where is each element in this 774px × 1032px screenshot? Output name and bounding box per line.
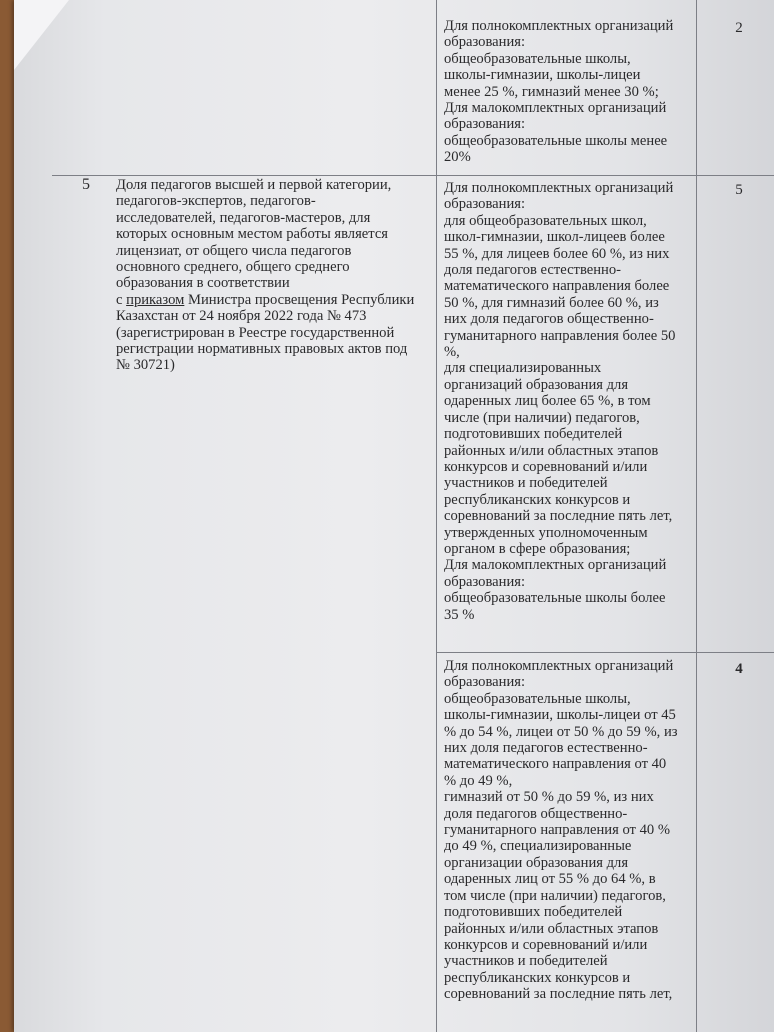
text-line: том числе (при наличии) педагогов, (444, 887, 666, 904)
column-divider-score (696, 0, 697, 1032)
text-line: %, (444, 344, 460, 361)
text-line: них доля педагогов общественно- (444, 311, 654, 328)
text-line: (зарегистрирован в Реестре государственной (116, 324, 395, 341)
text-line: до 49 %, специализированные (444, 838, 632, 855)
text-line: соревнований за последние пять лет, (444, 508, 673, 525)
text-line: лицензиат, от общего числа педагогов (116, 242, 352, 259)
text-line: образования: (444, 196, 526, 213)
text-line: которых основным местом работы является (116, 226, 389, 243)
score-full: 5 (735, 182, 743, 198)
text-line: доля педагогов общественно- (444, 805, 628, 822)
text-line: образования: (444, 34, 526, 51)
text-line: организации образования для (444, 854, 629, 871)
text-line: гуманитарного направления более 50 (444, 327, 676, 344)
text-line: 35 % (444, 606, 475, 623)
text-line: гимназий от 50 % до 59 %, из них (444, 789, 654, 806)
text-line: для специализированных (444, 360, 602, 377)
text-line: математического направления более (444, 278, 670, 295)
text-line: одаренных лиц более 65 %, в том (444, 393, 651, 410)
text-line: регистрации нормативных правовых актов под (116, 341, 408, 358)
text-line: Для малокомплектных организаций (444, 557, 667, 574)
text-line: исследователей, педагогов-мастеров, для (116, 209, 371, 226)
document-page (14, 0, 774, 1032)
prev-row-score: 2 (735, 20, 743, 36)
score-partial: 4 (735, 661, 743, 677)
text-line: № 30721) (116, 357, 175, 374)
text-line: подготовивших победителей (444, 426, 623, 443)
text-line: общеобразовательные школы менее (444, 132, 668, 149)
text-line: Для полнокомплектных организаций (444, 180, 674, 196)
description-tail (116, 308, 434, 374)
text-line: утвержденных уполномоченным (444, 524, 648, 541)
text-line: общеобразовательные школы более (444, 590, 666, 607)
text-line: подготовивших победителей (444, 904, 623, 921)
text-line: доля педагогов естественно- (444, 262, 621, 279)
text-line: школы-гимназии, школы-лицеи от 45 (444, 707, 676, 724)
text-line: Для полнокомплектных организаций (444, 658, 674, 674)
text-line: конкурсов и соревнований и/или (444, 458, 648, 475)
text-line: 55 %, для лицеев более 60 %, из них (444, 245, 670, 262)
text-line: образования в соответствии (116, 275, 290, 292)
text-line: школ-гимназии, школ-лицеев более (444, 229, 665, 246)
row-divider (52, 175, 774, 176)
folded-corner (14, 0, 69, 70)
indicator-description (116, 177, 434, 374)
prev-row-criteria (444, 18, 694, 166)
text-line: республиканских конкурсов и (444, 969, 631, 986)
text-line: конкурсов и соревнований и/или (444, 936, 648, 953)
text-line: Для малокомплектных организаций (444, 100, 667, 117)
text-line: общеобразовательные школы, (444, 690, 631, 707)
text-line: школы-гимназии, школы-лицеи (444, 67, 641, 84)
order-suffix: Министра просвещения Республики (184, 291, 415, 308)
text-line: организаций образования для (444, 376, 629, 393)
text-line: основного среднего, общего среднего (116, 259, 350, 276)
text-line: участников и победителей (444, 953, 608, 970)
text-line: органом в сфере образования; (444, 540, 631, 557)
text-line: математического направления от 40 (444, 756, 667, 773)
text-line: образования: (444, 116, 526, 133)
text-line: гуманитарного направления от 40 % (444, 822, 670, 839)
text-line: педагогов-экспертов, педагогов- (116, 193, 316, 210)
text-line: % до 49 %, (444, 772, 513, 789)
column-divider-criteria (436, 0, 437, 1032)
row-number: 5 (82, 176, 90, 193)
text-line: 50 %, для гимназий более 60 %, из (444, 294, 659, 311)
criteria-full-score (444, 180, 694, 623)
text-line: участников и победителей (444, 475, 608, 492)
text-line: числе (при наличии) педагогов, (444, 409, 640, 426)
text-line: для общеобразовательных школ, (444, 212, 647, 229)
description-order-line (116, 292, 434, 308)
text-line: республиканских конкурсов и (444, 491, 631, 508)
text-line: образования: (444, 674, 526, 691)
order-prefix: с (116, 291, 127, 308)
text-line: районных и/или областных этапов (444, 920, 659, 937)
text-line: образования: (444, 573, 526, 590)
row-divider-sub (436, 652, 774, 653)
text-line: одаренных лиц от 55 % до 64 %, в (444, 871, 656, 888)
criteria-partial-score (444, 658, 694, 1003)
text-line: районных и/или областных этапов (444, 442, 659, 459)
text-line: 20% (444, 149, 471, 166)
text-line: Для полнокомплектных организаций (444, 18, 674, 34)
text-line: % до 54 %, лицеи от 50 % до 59 %, из (444, 723, 678, 740)
text-line: Казахстан от 24 ноября 2022 года № 473 (116, 308, 367, 325)
text-line: Доля педагогов высшей и первой категории, (116, 177, 392, 193)
order-link[interactable]: приказом (126, 291, 185, 308)
text-line: общеобразовательные школы, (444, 50, 631, 67)
description-lines (116, 177, 434, 292)
text-line: соревнований за последние пять лет, (444, 986, 673, 1003)
text-line: них доля педагогов естественно- (444, 740, 648, 757)
text-line: менее 25 %, гимназий менее 30 %; (444, 83, 659, 100)
